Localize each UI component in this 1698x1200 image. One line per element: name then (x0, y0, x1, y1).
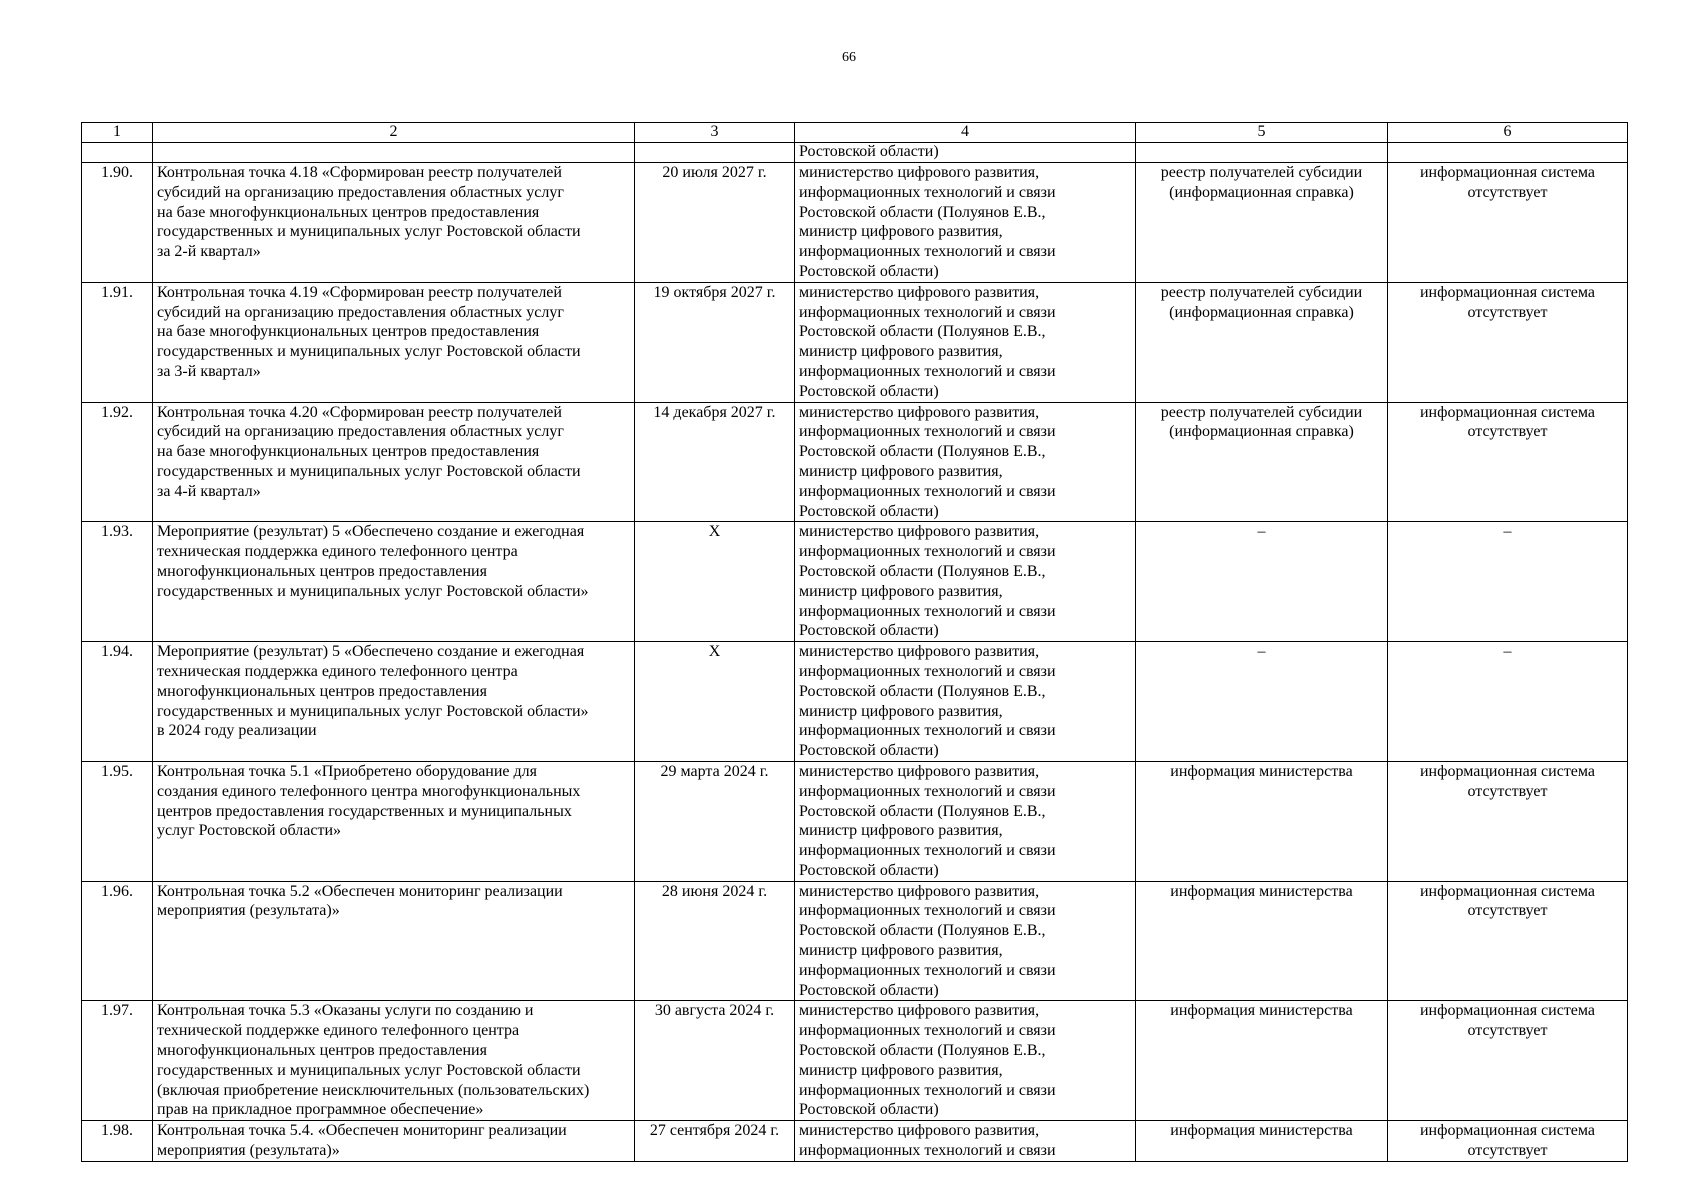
row-deadline: 27 сентября 2024 г. (635, 1121, 795, 1162)
row-responsible: министерство цифрового развития, информационных технологий и связи Ростовской области (Полуянов Е.В., министр цифрового развития, информационных технологий и связи Ростовской области) (795, 163, 1136, 283)
row-description: Контрольная точка 4.20 «Сформирован реестр получателей субсидий на организацию предоставления областных услуг на базе многофункциональных центров предоставления государственных и муниципальных услуг Ростовской области за 4-й квартал» (153, 402, 635, 522)
row-description: Контрольная точка 5.3 «Оказаны услуги по созданию и технической поддержке единого телефонного центра многофункциональных центров предоставления государственных и муниципальных услуг Ростовской области (включая приобретение неисключительных (пользовательских) прав на прикладное программное обеспечение» (153, 1001, 635, 1121)
row-number: 1.96. (82, 881, 153, 1001)
row-description: Контрольная точка 5.1 «Приобретено оборудование для создания единого телефонного центра многофункциональных центров предоставления государственных и муниципальных услуг Ростовской области» (153, 761, 635, 881)
row-responsible: министерство цифрового развития, информационных технологий и связи Ростовской области (Полуянов Е.В., министр цифрового развития, информационных технологий и связи Ростовской области) (795, 282, 1136, 402)
continuation-cell-5 (1136, 143, 1388, 163)
row-information-system: информационная система отсутствует (1388, 163, 1628, 283)
row-deadline: 19 октября 2027 г. (635, 282, 795, 402)
continuation-row (82, 143, 1628, 163)
table-row (82, 761, 1628, 881)
header-cell-3: 3 (635, 123, 795, 143)
header-cell-1: 1 (82, 123, 153, 143)
table-row (82, 402, 1628, 522)
continuation-cell-1 (82, 143, 153, 163)
row-responsible: министерство цифрового развития, информационных технологий и связи Ростовской области (Полуянов Е.В., министр цифрового развития, информационных технологий и связи Ростовской области) (795, 522, 1136, 642)
row-responsible: министерство цифрового развития, информационных технологий и связи Ростовской области (Полуянов Е.В., министр цифрового развития, информационных технологий и связи Ростовской области) (795, 402, 1136, 522)
row-document: информация министерства (1136, 1001, 1388, 1121)
header-cell-4: 4 (795, 123, 1136, 143)
row-responsible: министерство цифрового развития, информационных технологий и связи Ростовской области (Полуянов Е.В., министр цифрового развития, информационных технологий и связи Ростовской области) (795, 1001, 1136, 1121)
table-row (82, 1121, 1628, 1162)
continuation-cell-4: Ростовской области) (795, 143, 1136, 163)
row-description: Мероприятие (результат) 5 «Обеспечено создание и ежегодная техническая поддержка единого телефонного центра многофункциональных центров предоставления государственных и муниципальных услуг Ростовской области» (153, 522, 635, 642)
row-document: – (1136, 642, 1388, 762)
row-document: реестр получателей субсидии (информационная справка) (1136, 402, 1388, 522)
row-number: 1.94. (82, 642, 153, 762)
page-number: 66 (842, 50, 856, 65)
row-deadline: Х (635, 642, 795, 762)
header-cell-5: 5 (1136, 123, 1388, 143)
row-responsible: министерство цифрового развития, информационных технологий и связи Ростовской области (Полуянов Е.В., министр цифрового развития, информационных технологий и связи Ростовской области) (795, 642, 1136, 762)
row-information-system: информационная система отсутствует (1388, 1121, 1628, 1162)
row-description: Контрольная точка 4.19 «Сформирован реестр получателей субсидий на организацию предоставления областных услуг на базе многофункциональных центров предоставления государственных и муниципальных услуг Ростовской области за 3-й квартал» (153, 282, 635, 402)
row-information-system: – (1388, 522, 1628, 642)
continuation-cell-6 (1388, 143, 1628, 163)
row-number: 1.97. (82, 1001, 153, 1121)
header-row (82, 123, 1628, 143)
row-deadline: 29 марта 2024 г. (635, 761, 795, 881)
row-information-system: информационная система отсутствует (1388, 282, 1628, 402)
row-information-system: – (1388, 642, 1628, 762)
table-row (82, 1001, 1628, 1121)
plan-table (81, 122, 1628, 1162)
row-description: Контрольная точка 4.18 «Сформирован реестр получателей субсидий на организацию предоставления областных услуг на базе многофункциональных центров предоставления государственных и муниципальных услуг Ростовской области за 2-й квартал» (153, 163, 635, 283)
row-number: 1.91. (82, 282, 153, 402)
row-document: – (1136, 522, 1388, 642)
table-row (82, 642, 1628, 762)
row-document: информация министерства (1136, 761, 1388, 881)
row-number: 1.93. (82, 522, 153, 642)
row-number: 1.90. (82, 163, 153, 283)
row-deadline: 20 июля 2027 г. (635, 163, 795, 283)
row-document: реестр получателей субсидии (информационная справка) (1136, 282, 1388, 402)
row-information-system: информационная система отсутствует (1388, 881, 1628, 1001)
row-responsible: министерство цифрового развития, информационных технологий и связи Ростовской области (Полуянов Е.В., министр цифрового развития, информационных технологий и связи Ростовской области) (795, 881, 1136, 1001)
row-description: Мероприятие (результат) 5 «Обеспечено создание и ежегодная техническая поддержка единого телефонного центра многофункциональных центров предоставления государственных и муниципальных услуг Ростовской области» в 2024 году реализации (153, 642, 635, 762)
row-deadline: Х (635, 522, 795, 642)
header-cell-2: 2 (153, 123, 635, 143)
row-number: 1.98. (82, 1121, 153, 1162)
header-cell-6: 6 (1388, 123, 1628, 143)
row-description: Контрольная точка 5.2 «Обеспечен мониторинг реализации мероприятия (результата)» (153, 881, 635, 1001)
row-deadline: 28 июня 2024 г. (635, 881, 795, 1001)
row-document: информация министерства (1136, 881, 1388, 1001)
row-information-system: информационная система отсутствует (1388, 761, 1628, 881)
row-responsible: министерство цифрового развития, информационных технологий и связи Ростовской области (Полуянов Е.В., министр цифрового развития, информационных технологий и связи Ростовской области) (795, 761, 1136, 881)
continuation-cell-2 (153, 143, 635, 163)
row-document: информация министерства (1136, 1121, 1388, 1162)
row-responsible: министерство цифрового развития, информационных технологий и связи (795, 1121, 1136, 1162)
row-number: 1.92. (82, 402, 153, 522)
row-information-system: информационная система отсутствует (1388, 1001, 1628, 1121)
row-document: реестр получателей субсидии (информационная справка) (1136, 163, 1388, 283)
row-information-system: информационная система отсутствует (1388, 402, 1628, 522)
row-description: Контрольная точка 5.4. «Обеспечен мониторинг реализации мероприятия (результата)» (153, 1121, 635, 1162)
row-number: 1.95. (82, 761, 153, 881)
table-row (82, 881, 1628, 1001)
table-row (82, 522, 1628, 642)
row-deadline: 30 августа 2024 г. (635, 1001, 795, 1121)
continuation-cell-3 (635, 143, 795, 163)
table-row (82, 282, 1628, 402)
row-deadline: 14 декабря 2027 г. (635, 402, 795, 522)
table-row (82, 163, 1628, 283)
